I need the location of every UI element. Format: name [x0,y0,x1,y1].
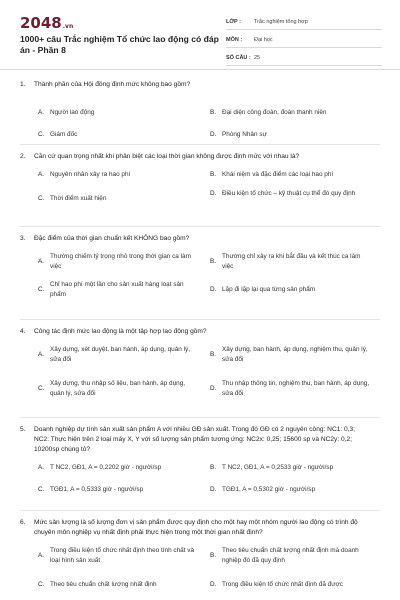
question-item [20,152,380,202]
option-letter: D. [210,190,217,197]
answer-option[interactable] [38,280,200,300]
answer-option[interactable] [210,345,372,365]
option-text: Khái niệm và đặc điểm các loại hao phí [222,171,334,178]
option-text: T NC2, GĐ1, A = 0,2533 giờ - người/sp [222,464,334,471]
answer-option[interactable] [210,285,372,295]
option-text: Đại diện công đoàn, đoàn thanh niên [222,109,327,116]
question-text [20,234,380,244]
question-divider [20,226,380,227]
answer-option[interactable] [210,379,372,399]
meta-value: Trắc nghiệm tổng hợp [254,18,308,25]
question-number: 5. [20,426,26,433]
option-text: Điều kiện tổ chức – kỹ thuật cụ thể đó quy định [222,190,356,197]
option-letter: C. [38,581,45,588]
question-divider [20,319,380,320]
answer-option[interactable] [38,108,200,118]
option-text: Xây dựng, thu nhập số liệu, ban hành, áp dụng, quản lý, sửa đổi [50,380,186,397]
answer-option[interactable] [38,252,200,272]
option-text: Xây dựng, ban hành, áp dụng, nghiệm thu, quản lý, sửa đổi [222,346,368,363]
option-letter: D. [210,131,217,138]
option-text: Trong điều kiện tổ chức nhất định theo tính chất và loại hình sản xuất [50,547,195,564]
answer-option[interactable] [38,485,200,495]
option-text: T NC2, GĐ1, A = 0,2202 giờ - người/sp [50,464,162,471]
site-logo[interactable] [20,14,73,32]
answer-option[interactable] [38,580,200,590]
answer-option[interactable] [210,463,372,473]
option-letter: C. [38,195,45,202]
option-letter: D. [210,385,217,392]
answer-option[interactable] [38,345,200,365]
meta-label: MÔN : [226,36,243,43]
answer-options [38,90,368,136]
option-text: Giám đốc [50,131,78,138]
logo-domain: .vn [62,23,74,30]
option-text: Xây dựng, xét duyệt, ban hành, áp dụng, quản lý, sửa đổi [50,346,191,363]
meta-label: LỚP : [226,18,241,25]
question-item [20,327,380,397]
question-body: Công tác định mức lao động là một tập hợp lao động gồm? [34,328,207,335]
option-letter: A. [38,258,45,265]
option-text: Thường chiếm tỷ trọng nhỏ trong thời gian ca làm việc [50,253,191,270]
option-letter: C. [38,131,45,138]
answer-option[interactable] [38,463,200,473]
logo-text: 2048 [20,14,62,32]
answer-option[interactable] [210,580,372,590]
option-text: Thời điểm xuất hiện [50,195,107,202]
option-letter: B. [210,464,217,471]
option-text: Chỉ hao phí một lần cho sản xuất hàng loạt sản phẩm [50,281,184,298]
document-meta [226,14,382,68]
option-letter: C. [38,486,45,493]
option-letter: B. [210,171,217,178]
option-letter: A. [38,552,45,559]
option-letter: B. [210,351,217,358]
option-text: TGĐ1, A = 0,5333 giờ - người/sp [50,486,144,493]
question-divider [20,144,380,145]
option-letter: A. [38,171,45,178]
option-letter: C. [38,385,45,392]
option-text: Nguyên nhân xảy ra hao phí [50,171,131,178]
answer-option[interactable] [210,252,372,272]
option-text: Thường chỉ xảy ra khi bắt đầu và kết thúc ca làm việc [222,253,361,270]
question-number: 1. [20,81,26,88]
question-divider [20,510,380,511]
meta-label: SỐ CÂU : [226,54,251,61]
question-text [20,518,380,538]
answer-option[interactable] [38,170,200,180]
option-letter: C. [38,286,45,293]
question-number: 2. [20,153,26,160]
option-letter: D. [210,486,217,493]
option-text: Theo tiêu chuẩn chất lượng nhất định [50,581,157,588]
question-text [20,80,380,90]
answer-option[interactable] [38,130,200,140]
question-number: 4. [20,328,26,335]
question-item [20,425,380,493]
answer-option[interactable] [210,108,372,118]
question-item [20,80,380,136]
answer-option[interactable] [38,379,200,399]
option-text: Lặp đi lặp lại qua từng sản phẩm [222,286,316,293]
question-divider [20,417,380,418]
question-text [20,425,380,455]
option-letter: D. [210,286,217,293]
question-body: Đặc điểm của thời gian chuẩn kết KHÔNG bao gồm? [34,235,190,242]
question-body: Căn cứ quan trọng nhất khi phân biệt các loại thời gian không được định mức với nhau là? [34,153,300,160]
option-letter: A. [38,109,45,116]
question-text [20,152,380,162]
question-item [20,518,380,588]
option-text: TGĐ1, A = 0,5302 giờ - người/sp [222,486,316,493]
question-body: Thành phần của Hội đồng định mức không bao gồm? [34,81,191,88]
page-title: 1000+ câu Trắc nghiệm Tổ chức lao động có đáp án - Phần 8 [20,34,219,55]
meta-subject-row [226,32,382,48]
option-text: Thu nhập thông tin, nghiệm thu, ban hành, áp dụng, sửa đổi [222,380,370,397]
option-letter: A. [38,464,45,471]
question-item [20,234,380,298]
meta-class-row [226,14,382,30]
option-text: Trong điều kiện tổ chức nhất định đã được [222,581,343,588]
meta-value: Đại học [254,36,273,43]
page-header [0,0,400,70]
question-body: Mức sản lượng là số lượng đơn vị sản phẩm được quy định cho một hay một nhóm người lao động có trình độ chuyên môn nghiệp vụ nhất định phải thực hiện trong một thời gian nhất định? [34,519,358,536]
question-text [20,327,380,337]
question-number: 3. [20,235,26,242]
option-letter: A. [38,351,45,358]
question-body: Doanh nghiệp dự tính sản xuất sản phẩm A với nhiều GĐ sản xuất. Trong đó GĐ có 2 nguyên công: NC1: 0,3; NC2: Thực hiện trên 2 loại máy X, Y với số lượng sản phẩm tương ứng: NC2x: 0,25; 15600 sp và NC2y: 0,2; 10200sp chúng tỏ? [34,426,356,453]
answer-option[interactable] [210,189,372,199]
answer-option[interactable] [38,546,200,566]
meta-value: 25 [254,54,261,61]
answer-option[interactable] [210,485,372,495]
answer-option[interactable] [210,546,372,566]
option-letter: D. [210,581,217,588]
option-letter: B. [210,552,217,559]
option-text: Phòng Nhân sự [222,131,267,138]
option-letter: B. [210,109,217,116]
option-text: Người lao động [50,109,95,116]
option-text: Theo tiêu chuẩn chất lượng nhất định mà doanh nghiệp đó đã quy định [222,547,359,564]
answer-option[interactable] [38,194,200,204]
question-number: 6. [20,519,26,526]
answer-option[interactable] [210,170,372,180]
answer-option[interactable] [210,130,372,140]
option-letter: B. [210,258,217,265]
meta-count-row [226,50,382,66]
